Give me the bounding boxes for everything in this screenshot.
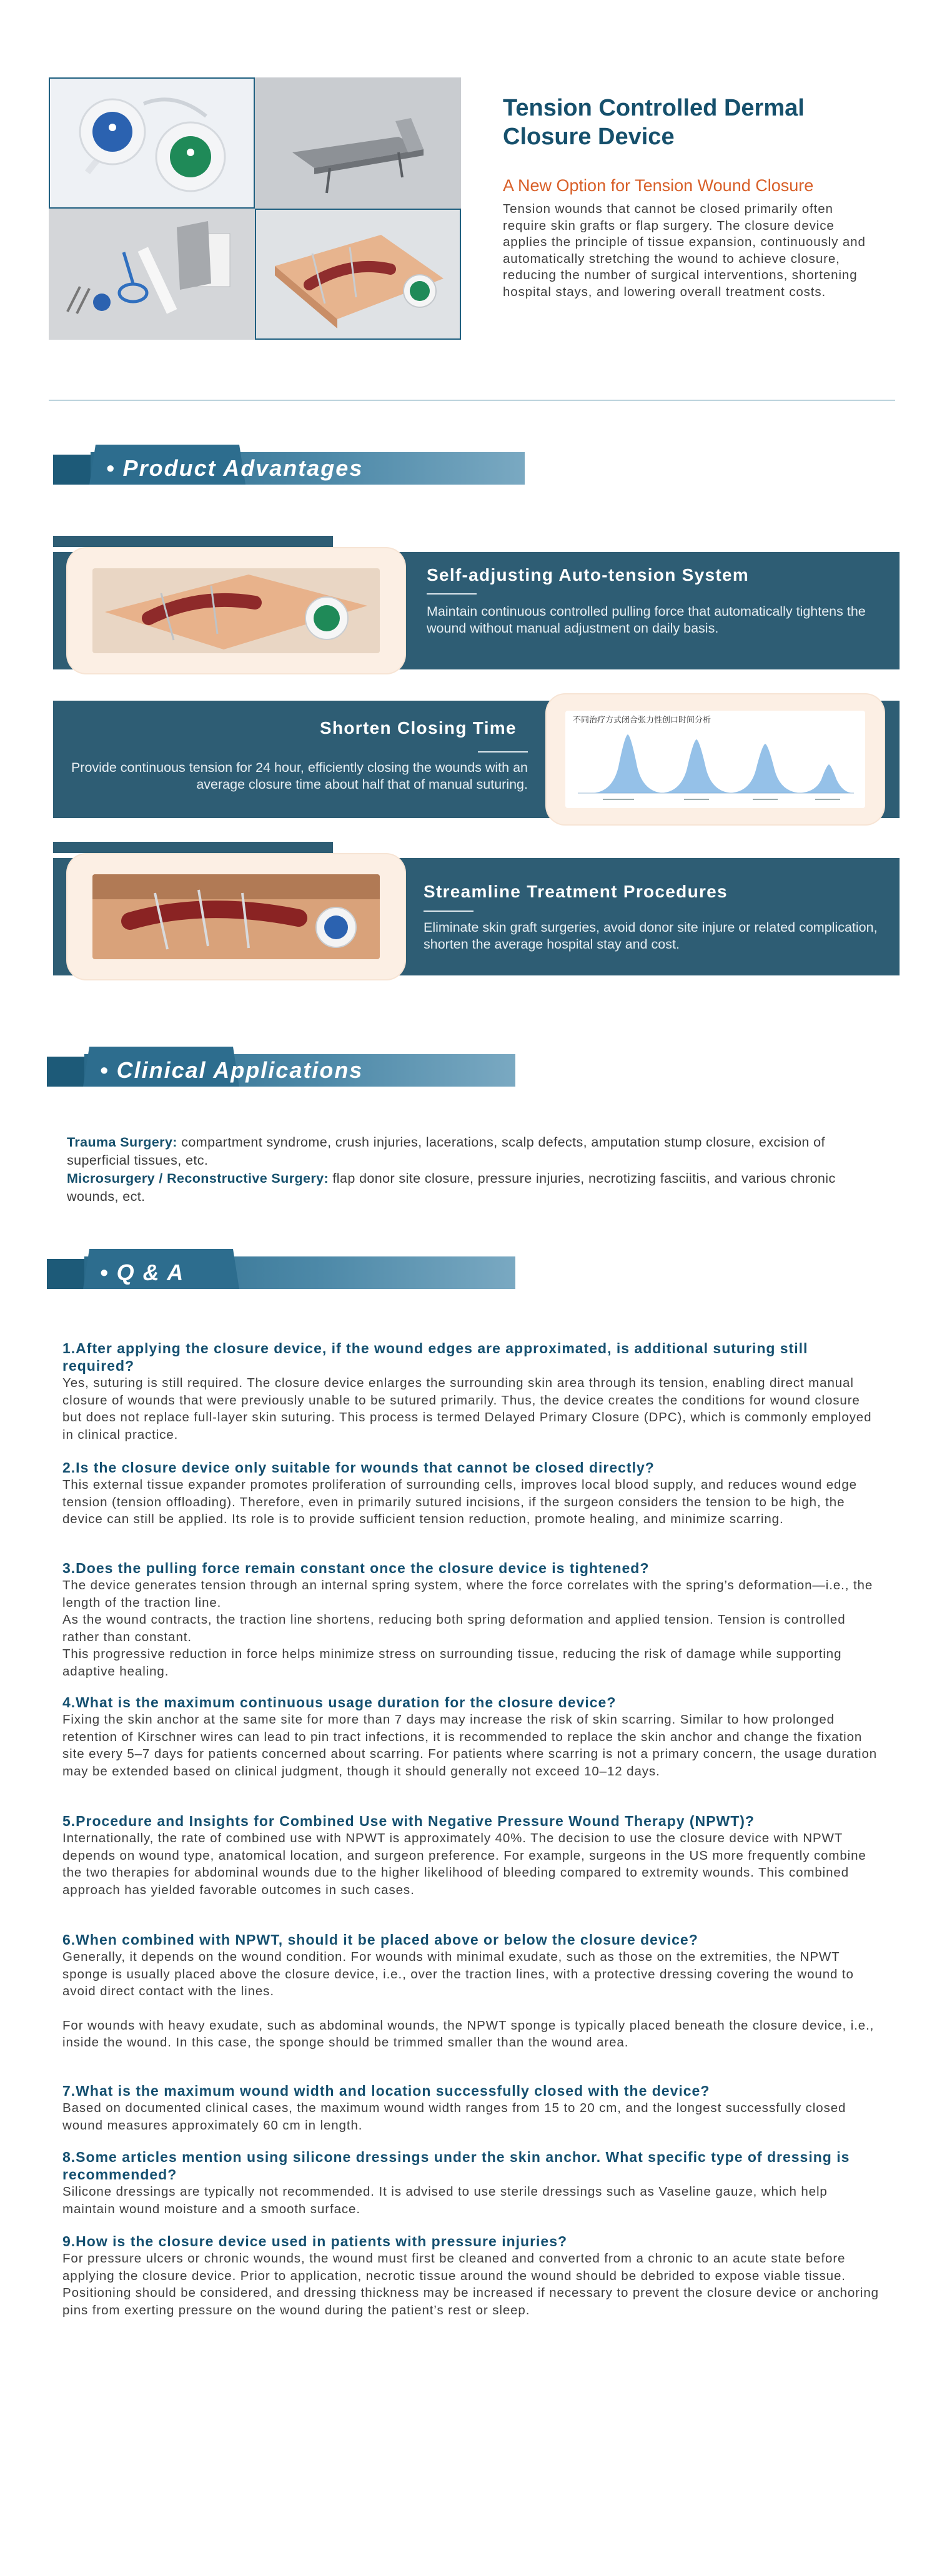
answer: Generally, it depends on the wound condition. For wounds with minimal exudate, such as those on the extremities, the NPWT sponge is usually placed above the closure device, i.e., over the traction lines, with a protective dressing covering the wound to avoid direct contact with the lines. [62,1950,854,1998]
advantage-image-1 [67,548,405,673]
page-title: Tension Controlled Dermal Closure Device [503,95,805,150]
section-banner-clinical [47,1047,518,1083]
answer: The device generates tension through an internal spring system, where the force correlates with the spring’s deformation—i.e., the length of the traction line. [62,1578,873,1610]
question: 3.Does the pulling force remain constant once the closure device is tightened? [62,1560,650,1576]
question: 5.Procedure and Insights for Combined Use with Negative Pressure Wound Therapy (NPWT)? [62,1813,755,1829]
product-photo-devices [49,77,255,209]
product-photo-kit [49,209,255,340]
question: 7.What is the maximum wound width and location successfully closed with the device? [62,2083,710,2099]
trauma-text: compartment syndrome, crush injuries, lacerations, scalp defects, amputation stump closure, excision of superficial tissues, etc. [67,1135,825,1168]
section-title: • Clinical Applications [100,1057,364,1083]
title-underline [478,751,528,753]
qa-item-9 [62,2233,881,2319]
micro-text: flap donor site closure, pressure injuries, necrotizing fasciitis, and various chronic wounds, ect. [67,1171,836,1204]
intro-paragraph: Tension wounds that cannot be closed primarily often require skin grafts or flap surgery. The closure device applies the principle of tissue expansion, continuously and automatically stretching the wound to achieve closure, reducing the number of surgical interventions, shortening hospital stays, and lowering overall treatment costs. [503,202,866,299]
advantage-title-1: Self-adjusting Auto-tension System [427,565,750,585]
product-photo-demo [255,209,461,340]
answer: Fixing the skin anchor at the same site for more than 7 days may increase the risk of skin scarring. Similar to how prolonged retention of Kirschner wires can lead to pin tract infections, it is recommended to replace the skin anchor and change the fixation site every 5–7 days for patients concerned about scarring. For patients where scarring is not a primary concern, the usage duration may be extended based on clinical judgment, though it should generally not exceed 10–12 days. [62,1712,878,1779]
qa-item-2 [62,1459,881,1528]
advantage-title-2: Shorten Closing Time [320,718,517,738]
qa-item-1 [62,1340,881,1443]
qa-item-4 [62,1694,881,1780]
answer: Yes, suturing is still required. The closure device enlarges the surrounding skin area through its tension, enabling direct manual closure of wounds that were previously unable to be sutured primarily. Thus, the device creates the conditions for wound closure but does not replace full-layer skin suturing. This process is termed Delayed Primary Closure (DPC), which is commonly employed in clinical practice. [62,1376,872,1442]
answer: Based on documented clinical cases, the maximum wound width ranges from 15 to 20 cm, and the longest successfully closed wound measures approximately 60 cm in length. [62,2101,846,2133]
title-underline [424,910,473,912]
question: 4.What is the maximum continuous usage duration for the closure device? [62,1694,617,1710]
qa-item-5 [62,1812,881,1898]
page-subtitle: A New Option for Tension Wound Closure [503,176,814,195]
product-photo-anchor [255,77,461,209]
question: 6.When combined with NPWT, should it be placed above or below the closure device? [62,1932,698,1948]
question: 8.Some articles mention using silicone dressings under the skin anchor. What specific type of dressing is recommended? [62,2149,850,2183]
answer: As the wound contracts, the traction line shortens, reducing both spring deformation and applied tension. Tension is controlled rather than constant. [62,1612,846,1644]
question: 1.After applying the closure device, if the wound edges are approximated, is additional suturing still required? [62,1340,808,1374]
qa-item-3 [62,1559,881,1680]
question: 9.How is the closure device used in patients with pressure injuries? [62,2233,568,2249]
section-title: • Q & A [100,1260,185,1285]
advantage-title-3: Streamline Treatment Procedures [424,882,728,901]
qa-item-8 [62,2148,881,2218]
qa-item-7 [62,2082,881,2134]
answer: This external tissue expander promotes proliferation of surrounding cells, improves local blood supply, and reduces wound edge tension (tension offloading). Therefore, even in primarily sutured incisions, if the surgeon considers the tension to be high, the device can still be applied. Its role is to provide sufficient tension reduction, promote healing, and minimize scarring. [62,1478,857,1526]
answer: Internationally, the rate of combined use with NPWT is approximately 40%. The decision to use the closure device with NPWT depends on wound type, anatomical location, and surgeon preference. For example, surgeons in the US more frequently combine the two therapies for abdominal wounds due to the higher likelihood of bleeding compared to extremity wounds. This combined approach has yielded favorable outcomes in such cases. [62,1831,866,1897]
advantage-text-2: Provide continuous tension for 24 hour, efficiently closing the wounds with an average closure time about half that of manual suturing. [71,760,528,792]
card-tab [53,842,333,853]
clinical-applications-text [67,1133,879,1206]
card-tab [53,536,333,547]
section-title: • Product Advantages [106,455,364,481]
section-divider [49,400,895,401]
closure-time-chart [547,694,884,824]
advantage-text-1: Maintain continuous controlled pulling force that automatically tightens the wound without manual adjustment on daily basis. [427,604,866,636]
answer: This progressive reduction in force helps minimize stress on surrounding tissue, reducing the risk of damage while supporting adaptive healing. [62,1647,842,1679]
advantage-text-3: Eliminate skin graft surgeries, avoid donor site injure or related complication, shorten the average hospital stay and cost. [424,920,878,952]
advantage-image-3 [67,854,405,979]
question: 2.Is the closure device only suitable for wounds that cannot be closed directly? [62,1459,655,1476]
trauma-label: Trauma Surgery: [67,1135,177,1150]
chart-title: 不同治疗方式闭合张力性创口时间分析 [573,716,711,725]
micro-label: Microsurgery / Reconstructive Surgery: [67,1171,329,1186]
section-banner-qa [47,1249,518,1285]
title-underline [427,593,477,595]
answer: Silicone dressings are typically not recommended. It is advised to use sterile dressings such as Vaseline gauze, which help maintain wound moisture and a smooth surface. [62,2184,828,2216]
answer [62,2000,881,2017]
answer: For wounds with heavy exudate, such as abdominal wounds, the NPWT sponge is typically placed beneath the closure device, i.e., inside the wound. In this case, the sponge should be trimmed smaller than the wound area. [62,2018,875,2050]
section-banner-advantages [53,445,525,481]
qa-item-6 [62,1931,881,2051]
answer: For pressure ulcers or chronic wounds, the wound must first be cleaned and converted from a chronic to an acute state before applying the closure device. Prior to application, necrotic tissue around the wound should be debrided to expose viable tissue. Positioning should be considered, and dressing thickness may be increased if necessary to prevent the closure device or anchoring pins from exerting pressure on the wound during the patient’s rest or sleep. [62,2251,879,2317]
